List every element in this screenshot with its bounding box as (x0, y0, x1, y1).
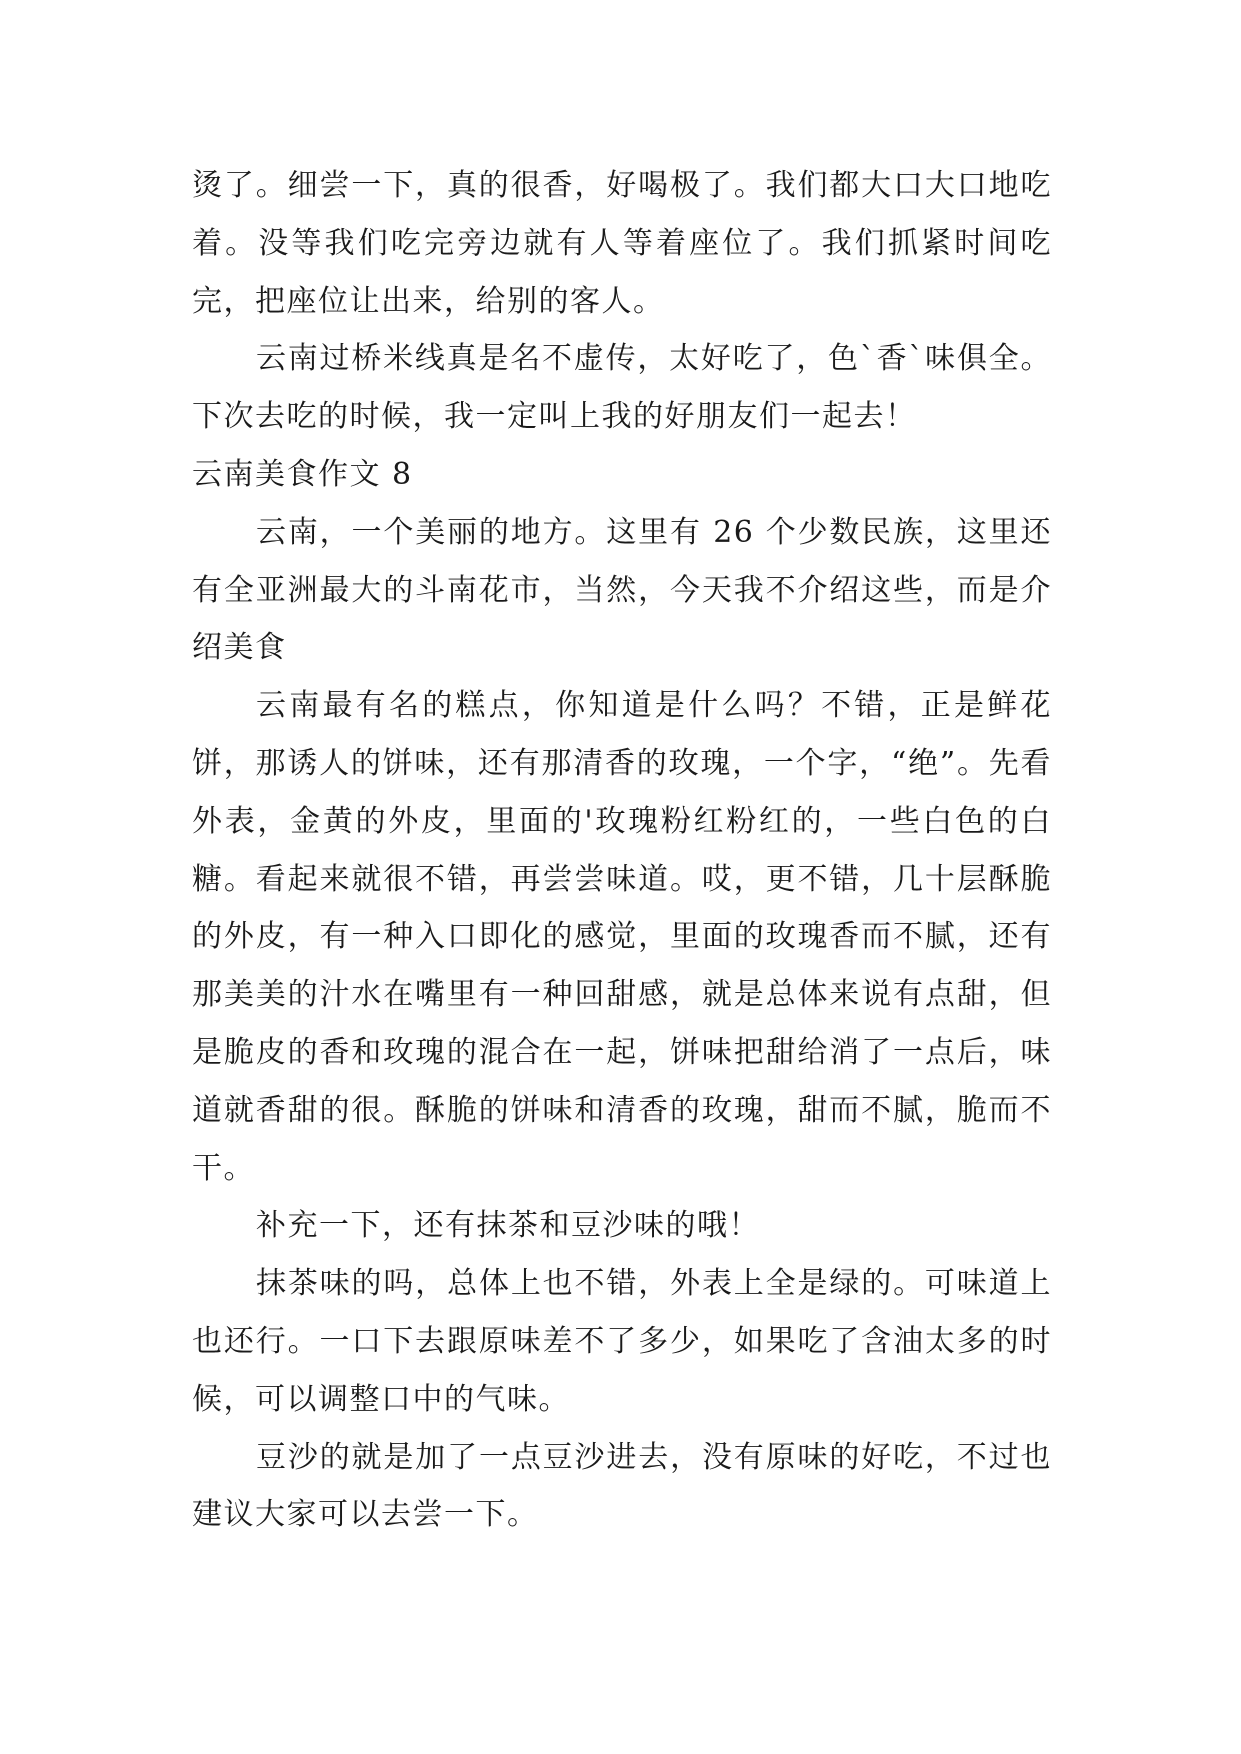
document-page (192, 157, 1052, 1544)
paragraph-flower-cake: 云南最有名的糕点，你知道是什么吗？不错，正是鲜花饼，那诱人的饼味，还有那清香的玫瑰，一个字，“绝”。先看外表，金黄的外皮，里面的'玫瑰粉红粉红的，一些白色的白糖。看起来就很不错，再尝尝味道。哎，更不错，几十层酥脆的外皮，有一种入口即化的感觉，里面的玫瑰香而不腻，还有那美美的汁水在嘴里有一种回甜感，就是总体来说有点甜，但是脆皮的香和玫瑰的混合在一起，饼味把甜给消了一点后，味道就香甜的很。酥脆的饼味和清香的玫瑰，甜而不腻，脆而不干。 (192, 688, 1052, 1186)
paragraph-continued: 烫了。细尝一下，真的很香，好喝极了。我们都大口大口地吃着。没等我们吃完旁边就有人等着座位了。我们抓紧时间吃完，把座位让出来，给别的客人。 (192, 168, 1052, 319)
essay-title: 云南美食作文 8 (192, 456, 413, 492)
paragraph-intro: 云南，一个美丽的地方。这里有 26 个少数民族，这里还有全亚洲最大的斗南花市，当然，今天我不介绍这些，而是介绍美食 (192, 514, 1052, 666)
paragraph-guoqiao-mixian-summary: 云南过桥米线真是名不虚传，太好吃了，色`香`味俱全。下次去吃的时候，我一定叫上我的好朋友们一起去！ (192, 341, 1052, 435)
paragraph-matcha: 抹茶味的吗，总体上也不错，外表上全是绿的。可味道上也还行。一口下去跟原味差不了多少，如果吃了含油太多的时候，可以调整口中的气味。 (192, 1266, 1052, 1417)
paragraph-red-bean: 豆沙的就是加了一点豆沙进去，没有原味的好吃，不过也建议大家可以去尝一下。 (192, 1439, 1052, 1533)
paragraph-supplement: 补充一下，还有抹茶和豆沙味的哦！ (256, 1208, 760, 1244)
